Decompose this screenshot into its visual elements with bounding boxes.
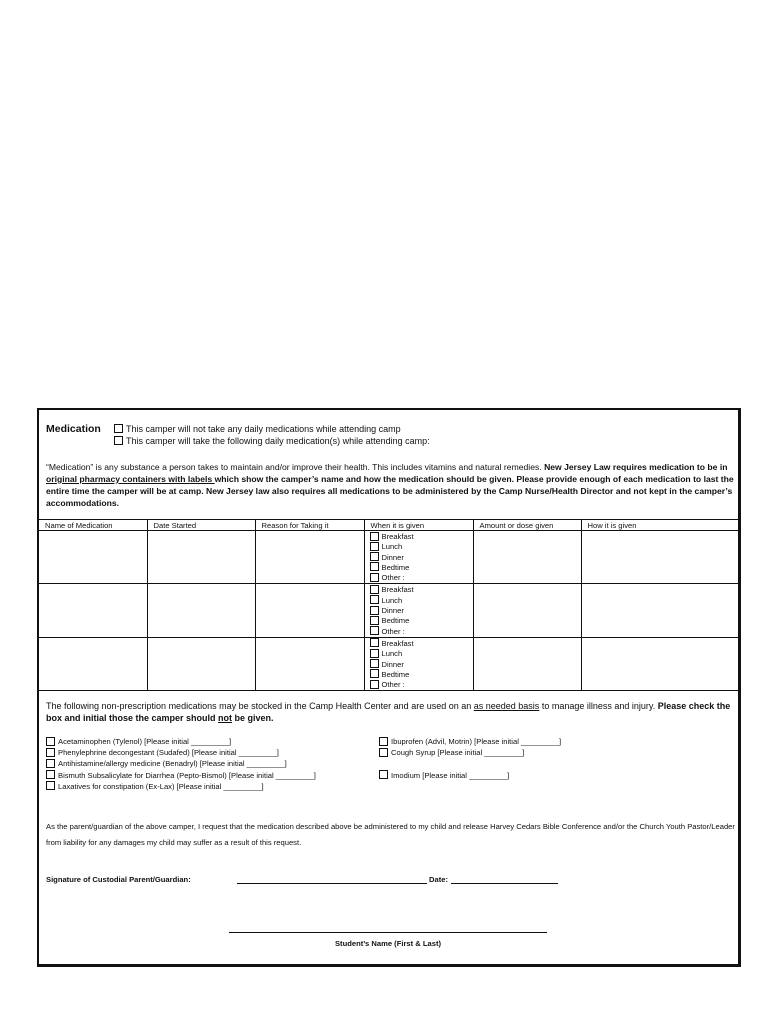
consent-statement: As the parent/guardian of the above camper, I request that the medication described above be administered to my child and release Harvey Cedars Bible Conference and/or the Church Youth Pastor/Leader from liability for any damages my child may suffer as a result of this request. bbox=[46, 822, 735, 847]
when-option[interactable]: Dinner bbox=[370, 660, 473, 670]
otc-item[interactable]: Laxatives for constipation (Ex-Lax) [Please initial _________] bbox=[46, 781, 316, 792]
when-checkbox[interactable] bbox=[370, 542, 379, 551]
checkbox-antihistamine[interactable] bbox=[46, 759, 55, 768]
header-reason: Reason for Taking it bbox=[255, 520, 364, 531]
otc-item[interactable]: Bismuth Subsalicylate for Diarrhea (Pepto-Bismol) [Please initial _________] bbox=[46, 770, 316, 781]
checkbox-laxatives[interactable] bbox=[46, 781, 55, 790]
checkbox-bismuth[interactable] bbox=[46, 770, 55, 779]
table-cell[interactable] bbox=[147, 531, 255, 584]
when-option[interactable]: Bedtime bbox=[370, 670, 473, 680]
when-checkbox[interactable] bbox=[370, 659, 379, 668]
when-checkbox[interactable] bbox=[370, 680, 379, 689]
table-cell[interactable] bbox=[255, 584, 364, 637]
student-name-line[interactable] bbox=[229, 932, 547, 933]
when-given-cell bbox=[364, 637, 473, 690]
option-daily-medication[interactable]: This camper will take the following daily medication(s) while attending camp: bbox=[114, 436, 430, 446]
when-option[interactable]: Other : bbox=[370, 680, 473, 690]
table-row bbox=[39, 584, 741, 637]
when-given-cell bbox=[364, 531, 473, 584]
header-how: How it is given bbox=[581, 520, 741, 531]
otc-item[interactable]: Antihistamine/allergy medicine (Benadryl) [Please initial _________] bbox=[46, 758, 316, 769]
table-cell[interactable] bbox=[581, 637, 741, 690]
medication-table bbox=[39, 519, 741, 691]
table-cell[interactable] bbox=[473, 637, 581, 690]
when-option[interactable]: Breakfast bbox=[370, 585, 473, 595]
table-cell[interactable] bbox=[147, 637, 255, 690]
table-cell[interactable] bbox=[255, 637, 364, 690]
checkbox-cough-syrup[interactable] bbox=[379, 748, 388, 757]
when-checkbox[interactable] bbox=[370, 626, 379, 635]
when-checkbox[interactable] bbox=[370, 532, 379, 541]
table-cell[interactable] bbox=[255, 531, 364, 584]
medication-heading: Medication bbox=[46, 423, 101, 435]
when-checkbox[interactable] bbox=[370, 562, 379, 571]
student-name-label: Student’s Name (First & Last) bbox=[334, 939, 442, 948]
when-option[interactable]: Dinner bbox=[370, 606, 473, 616]
header-when: When it is given bbox=[364, 520, 473, 531]
when-option[interactable]: Other : bbox=[370, 627, 473, 637]
table-cell[interactable] bbox=[39, 637, 147, 690]
table-header-row bbox=[39, 520, 741, 531]
checkbox-no-medication[interactable] bbox=[114, 424, 123, 433]
signature-label: Signature of Custodial Parent/Guardian: bbox=[46, 875, 191, 884]
otc-item[interactable]: Ibuprofen (Advil, Motrin) [Please initial _________] bbox=[379, 736, 561, 747]
when-given-cell bbox=[364, 584, 473, 637]
header-name: Name of Medication bbox=[39, 520, 147, 531]
when-option[interactable]: Breakfast bbox=[370, 639, 473, 649]
medication-form bbox=[37, 408, 741, 967]
otc-intro: The following non-prescription medications may be stocked in the Camp Health Center and are used on an as needed basis to manage illness and injury. Please check the box and initial those the camper should not be given. bbox=[46, 701, 731, 723]
header-date: Date Started bbox=[147, 520, 255, 531]
option-no-medication[interactable]: This camper will not take any daily medications while attending camp bbox=[114, 424, 401, 434]
otc-item[interactable]: Acetaminophen (Tylenol) [Please initial _________] bbox=[46, 736, 316, 747]
checkbox-daily-medication[interactable] bbox=[114, 436, 123, 445]
when-checkbox[interactable] bbox=[370, 573, 379, 582]
otc-list-right bbox=[379, 736, 561, 781]
when-checkbox[interactable] bbox=[370, 606, 379, 615]
when-option[interactable]: Breakfast bbox=[370, 532, 473, 542]
table-cell[interactable] bbox=[473, 584, 581, 637]
when-checkbox[interactable] bbox=[370, 638, 379, 647]
otc-list-left bbox=[46, 736, 316, 792]
when-option[interactable]: Bedtime bbox=[370, 563, 473, 573]
when-option[interactable]: Dinner bbox=[370, 553, 473, 563]
table-cell[interactable] bbox=[473, 531, 581, 584]
header-amount: Amount or dose given bbox=[473, 520, 581, 531]
date-label: Date: bbox=[429, 875, 448, 884]
when-option[interactable]: Bedtime bbox=[370, 616, 473, 626]
when-checkbox[interactable] bbox=[370, 595, 379, 604]
table-cell[interactable] bbox=[147, 584, 255, 637]
table-row bbox=[39, 531, 741, 584]
table-cell[interactable] bbox=[581, 531, 741, 584]
otc-item[interactable]: Imodium [Please initial _________] bbox=[379, 770, 561, 781]
checkbox-ibuprofen[interactable] bbox=[379, 737, 388, 746]
when-option[interactable]: Lunch bbox=[370, 542, 473, 552]
when-checkbox[interactable] bbox=[370, 552, 379, 561]
when-option[interactable]: Other : bbox=[370, 573, 473, 583]
when-checkbox[interactable] bbox=[370, 585, 379, 594]
checkbox-acetaminophen[interactable] bbox=[46, 737, 55, 746]
when-checkbox[interactable] bbox=[370, 649, 379, 658]
table-row bbox=[39, 637, 741, 690]
when-option[interactable]: Lunch bbox=[370, 596, 473, 606]
checkbox-imodium[interactable] bbox=[379, 770, 388, 779]
table-cell[interactable] bbox=[39, 584, 147, 637]
signature-line[interactable] bbox=[237, 883, 427, 884]
table-cell[interactable] bbox=[39, 531, 147, 584]
when-checkbox[interactable] bbox=[370, 669, 379, 678]
table-cell[interactable] bbox=[581, 584, 741, 637]
otc-item[interactable]: Cough Syrup [Please initial _________] bbox=[379, 747, 561, 758]
otc-item[interactable]: Phenylephrine decongestant (Sudafed) [Please initial _________] bbox=[46, 747, 316, 758]
law-notice: “Medication” is any substance a person takes to maintain and/or improve their health. This includes vitamins and natural remedies. New Jersey Law requires medication to be in original pharmacy containers with labels which show the camper’s name and how the medication should be given. Please provide enough of each medication to last the entire time the camper will be at camp. New Jersey law also requires all medications to be administered by the Camp Nurse/Health Director and not kept in the camper’s accommodations. bbox=[46, 462, 734, 508]
when-checkbox[interactable] bbox=[370, 616, 379, 625]
date-line[interactable] bbox=[451, 883, 558, 884]
when-option[interactable]: Lunch bbox=[370, 649, 473, 659]
checkbox-phenylephrine[interactable] bbox=[46, 748, 55, 757]
